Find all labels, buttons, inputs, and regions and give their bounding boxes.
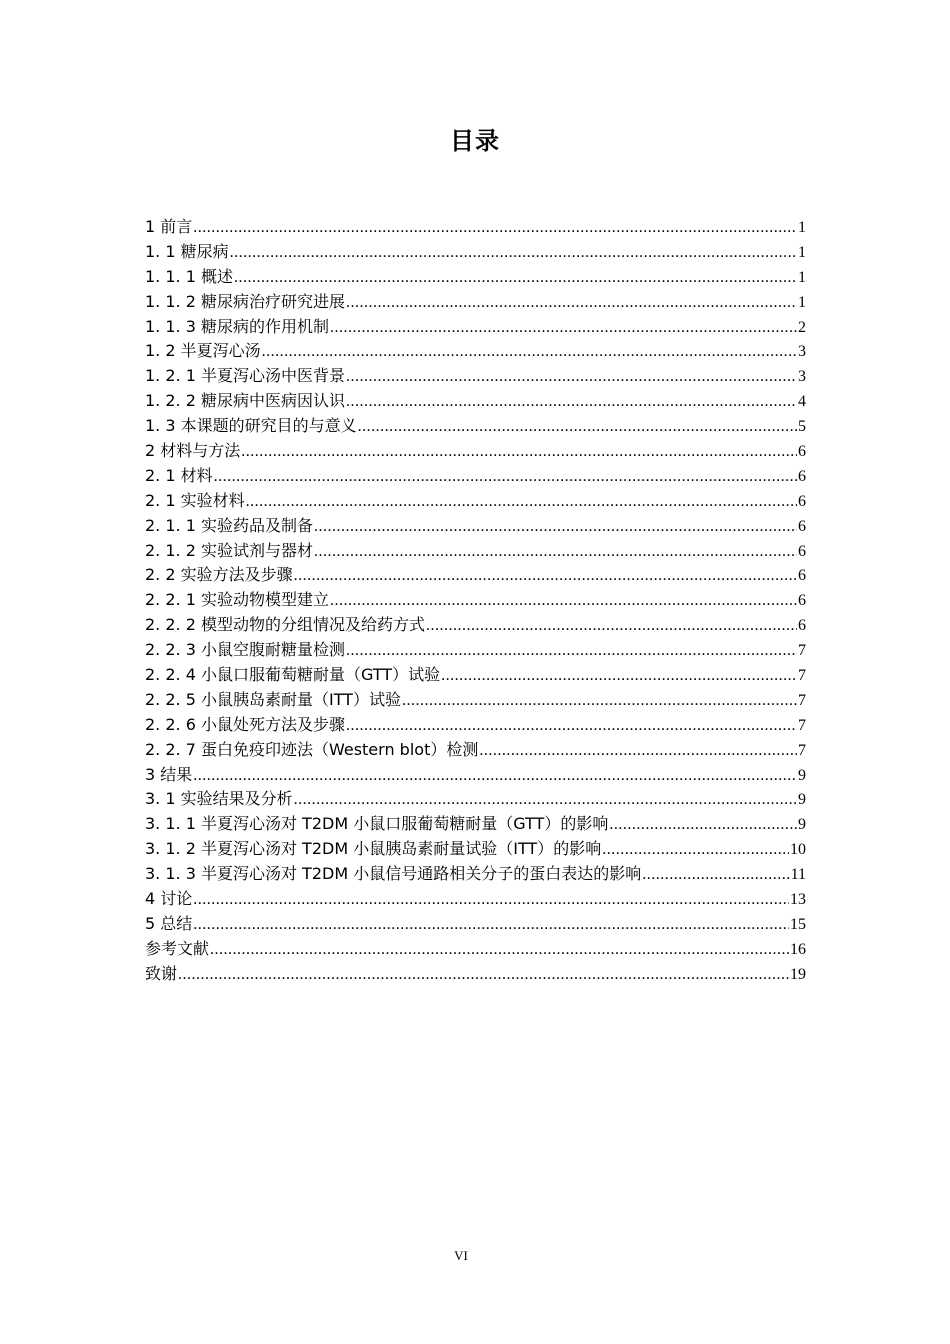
toc-leader-dots (330, 316, 797, 341)
toc-entry[interactable] (145, 887, 806, 912)
toc-entry[interactable] (145, 464, 806, 489)
toc-entry[interactable] (145, 539, 806, 564)
toc-entry-page: 7 (798, 667, 806, 685)
toc-leader-dots (314, 540, 797, 565)
toc-entry[interactable] (145, 937, 806, 962)
toc-entry[interactable] (145, 364, 806, 389)
toc-entry[interactable] (145, 414, 806, 439)
toc-entry-page: 9 (798, 791, 806, 809)
toc-entry-label: 3. 1. 1 半夏泻心汤对 T2DM 小鼠口服葡萄糖耐量（GTT）的影响 (145, 814, 609, 834)
toc-entry-page: 6 (798, 592, 806, 610)
toc-leader-dots (210, 938, 789, 963)
toc-entry-label: 2 材料与方法 (145, 441, 241, 461)
toc-leader-dots (330, 589, 797, 614)
toc-entry-label: 1. 1. 2 糖尿病治疗研究进展 (145, 291, 345, 311)
toc-entry-label: 2. 2. 1 实验动物模型建立 (145, 590, 329, 610)
toc-entry-label: 2. 1 材料 (145, 465, 213, 485)
toc-entry-page: 6 (798, 517, 806, 535)
toc-entry-page: 13 (790, 891, 806, 909)
toc-leader-dots (234, 266, 797, 291)
toc-entry-label: 3 结果 (145, 764, 193, 784)
toc-leader-dots (602, 838, 789, 863)
toc-leader-dots (346, 390, 797, 415)
toc-entry-page: 7 (798, 642, 806, 660)
toc-entry-page: 4 (798, 393, 806, 411)
toc-entry-label: 2. 2. 7 蛋白免疫印迹法（Western blot）检测 (145, 739, 479, 759)
toc-entry-label: 1. 1. 1 概述 (145, 266, 233, 286)
toc-leader-dots (193, 913, 789, 938)
toc-leader-dots (193, 888, 789, 913)
toc-entry-label: 3. 1 实验结果及分析 (145, 789, 293, 809)
toc-entry[interactable] (145, 613, 806, 638)
toc-entry-page: 6 (798, 567, 806, 585)
toc-leader-dots (262, 340, 797, 365)
toc-entry-label: 4 讨论 (145, 889, 193, 909)
toc-leader-dots (642, 863, 789, 888)
toc-entry-label: 1. 2 半夏泻心汤 (145, 341, 261, 361)
toc-entry-label: 2. 2. 2 模型动物的分组情况及给药方式 (145, 615, 425, 635)
toc-leader-dots (426, 614, 797, 639)
toc-entry[interactable] (145, 787, 806, 812)
toc-leader-dots (214, 465, 797, 490)
toc-entry[interactable] (145, 738, 806, 763)
toc-entry-page: 11 (790, 866, 806, 884)
toc-entry[interactable] (145, 439, 806, 464)
toc-leader-dots (402, 689, 797, 714)
toc-entry-label: 2. 1. 1 实验药品及制备 (145, 515, 313, 535)
toc-entry-label: 1 前言 (145, 217, 193, 236)
toc-entry-page: 15 (790, 915, 806, 933)
toc-entry-page: 7 (798, 741, 806, 759)
toc-leader-dots (241, 440, 797, 465)
toc-entry-label: 致谢 (145, 963, 178, 983)
toc-entry-page: 2 (798, 318, 806, 336)
toc-entry[interactable] (145, 912, 806, 937)
toc-entry-page: 9 (798, 816, 806, 834)
toc-entry-label: 1. 2. 1 半夏泻心汤中医背景 (145, 366, 345, 386)
toc-entry-label: 2. 2. 4 小鼠口服葡萄糖耐量（GTT）试验 (145, 665, 441, 685)
toc-leader-dots (346, 639, 797, 664)
toc-leader-dots (358, 415, 797, 440)
toc-entry-page: 9 (798, 766, 806, 784)
toc-entry[interactable] (145, 315, 806, 340)
toc-entry-page: 6 (798, 443, 806, 461)
toc-entry[interactable] (145, 389, 806, 414)
toc-entry-page: 10 (790, 841, 806, 859)
toc-entry-page: 6 (798, 492, 806, 510)
toc-entry-label: 2. 1. 2 实验试剂与器材 (145, 540, 313, 560)
toc-entry-label: 2. 2. 5 小鼠胰岛素耐量（ITT）试验 (145, 689, 401, 709)
toc-entry-label: 2. 2 实验方法及步骤 (145, 565, 293, 585)
toc-entry-page: 6 (798, 467, 806, 485)
toc-leader-dots (246, 490, 797, 515)
toc-entry-label: 3. 1. 2 半夏泻心汤对 T2DM 小鼠胰岛素耐量试验（ITT）的影响 (145, 839, 602, 859)
toc-entry-page: 3 (798, 368, 806, 386)
toc-leader-dots (294, 788, 797, 813)
toc-leader-dots (346, 365, 797, 390)
toc-leader-dots (346, 291, 797, 316)
toc-entry-label: 2. 1 实验材料 (145, 490, 245, 510)
toc-entry[interactable] (145, 638, 806, 663)
toc-entry-label: 1. 3 本课题的研究目的与意义 (145, 416, 357, 436)
toc-leader-dots (230, 241, 797, 266)
toc-leader-dots (441, 664, 797, 689)
page-number-footer: VI (454, 1248, 468, 1263)
toc-entry[interactable] (145, 862, 806, 887)
toc-leader-dots (193, 216, 797, 241)
toc-entry[interactable] (145, 812, 806, 837)
toc-entry-page: 1 (798, 219, 806, 236)
toc-entry-label: 5 总结 (145, 913, 193, 933)
toc-entry-page: 1 (798, 268, 806, 286)
toc-leader-dots (178, 963, 789, 988)
toc-entry-label: 2. 2. 3 小鼠空腹耐糖量检测 (145, 640, 345, 660)
toc-entry-page: 6 (798, 617, 806, 635)
toc-entry-page: 6 (798, 542, 806, 560)
toc-entry[interactable] (145, 688, 806, 713)
toc-entry-page: 7 (798, 716, 806, 734)
toc-leader-dots (609, 813, 797, 838)
page-title: 目录 (450, 127, 500, 155)
toc-entry[interactable] (145, 663, 806, 688)
toc-entry-page: 3 (798, 343, 806, 361)
table-of-contents (145, 215, 806, 987)
toc-entry[interactable] (145, 240, 806, 265)
toc-entry[interactable] (145, 215, 806, 240)
toc-entry[interactable] (145, 290, 806, 315)
toc-leader-dots (479, 739, 797, 764)
toc-entry-label: 3. 1. 3 半夏泻心汤对 T2DM 小鼠信号通路相关分子的蛋白表达的影响 (145, 864, 642, 884)
toc-entry[interactable] (145, 489, 806, 514)
toc-leader-dots (314, 515, 797, 540)
toc-entry-label: 参考文献 (145, 938, 210, 958)
toc-entry-label: 1. 1. 3 糖尿病的作用机制 (145, 316, 329, 336)
toc-entry[interactable] (145, 763, 806, 788)
toc-entry[interactable] (145, 962, 806, 987)
toc-entry-page: 16 (790, 940, 806, 958)
toc-leader-dots (294, 564, 797, 589)
toc-entry-page: 19 (790, 965, 806, 983)
toc-entry-page: 1 (798, 243, 806, 261)
toc-entry-label: 2. 2. 6 小鼠处死方法及步骤 (145, 714, 345, 734)
toc-entry-page: 5 (798, 418, 806, 436)
toc-entry[interactable] (145, 588, 806, 613)
toc-leader-dots (193, 764, 797, 789)
toc-entry[interactable] (145, 339, 806, 364)
toc-entry[interactable] (145, 265, 806, 290)
toc-entry-page: 1 (798, 293, 806, 311)
toc-entry-label: 1. 2. 2 糖尿病中医病因认识 (145, 391, 345, 411)
toc-entry[interactable] (145, 563, 806, 588)
toc-entry[interactable] (145, 713, 806, 738)
toc-entry-label: 1. 1 糖尿病 (145, 241, 229, 261)
toc-entry[interactable] (145, 837, 806, 862)
toc-leader-dots (346, 714, 797, 739)
toc-entry-page: 7 (798, 691, 806, 709)
toc-entry[interactable] (145, 514, 806, 539)
